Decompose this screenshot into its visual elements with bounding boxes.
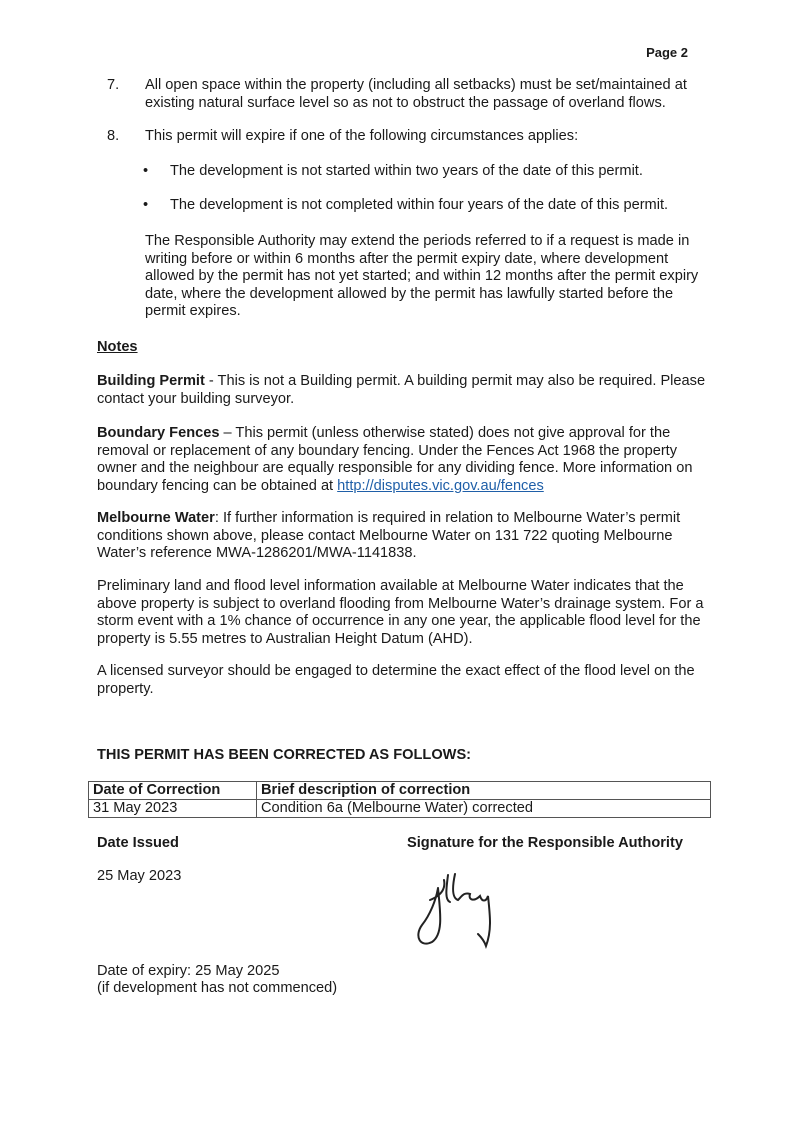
expiry-date: Date of expiry: 25 May 2025 bbox=[97, 963, 280, 979]
corrections-heading: THIS PERMIT HAS BEEN CORRECTED AS FOLLOWS: bbox=[97, 747, 472, 763]
notes-heading: Notes bbox=[97, 339, 138, 355]
table-cell: Condition 6a (Melbourne Water) corrected bbox=[257, 800, 711, 818]
signature-label: Signature for the Responsible Authority bbox=[407, 835, 683, 851]
date-issued: 25 May 2023 bbox=[97, 868, 182, 884]
corrections-table bbox=[88, 781, 711, 818]
note-label: Boundary Fences bbox=[97, 425, 220, 441]
date-issued-label: Date Issued bbox=[97, 835, 179, 851]
signature-image bbox=[400, 870, 550, 950]
bullet-icon: • bbox=[143, 197, 149, 213]
condition-8 bbox=[97, 128, 717, 148]
fences-link[interactable]: http://disputes.vic.gov.au/fences bbox=[337, 477, 544, 494]
condition-text: All open space within the property (including all setbacks) must be set/maintained at existing natural surface level so as not to obstruct the passage of overland flows. bbox=[145, 77, 687, 111]
note-label: Building Permit bbox=[97, 373, 205, 389]
page-number: Page 2 bbox=[646, 45, 688, 60]
table-header-row bbox=[89, 782, 711, 800]
table-row bbox=[89, 800, 711, 818]
condition-number: 8. bbox=[107, 128, 120, 144]
extension-paragraph: The Responsible Authority may extend the periods referred to if a request is made in writing before or within 6 months after the permit expiry date, where development allowed by the permit has not yet started; and within 12 months after the permit expiry date, where the development allowed by the permit has lawfully started before the permit expires. bbox=[145, 233, 699, 319]
note-label: Melbourne Water bbox=[97, 510, 215, 526]
note-surveyor: A licensed surveyor should be engaged to determine the exact effect of the flood level on the property. bbox=[97, 663, 695, 697]
note-flood-info: Preliminary land and flood level information available at Melbourne Water indicates that the above property is subject to overland flooding from Melbourne Water’s drainage system. For a storm event with a 1% chance of occurrence in any one year, the applicable flood level for the property is 5.55 metres to Australian Height Datum (AHD). bbox=[97, 578, 704, 647]
table-cell: 31 May 2023 bbox=[89, 800, 257, 818]
note-boundary-fences: Boundary Fences – This permit (unless otherwise stated) does not give approval for the removal or replacement of any boundary fencing. Under the Fences Act 1968 the property owner and the neighbour are equally responsible for any dividing fence. More information on boundary fencing can be obtained at http://disputes.vic.gov.au/fences bbox=[97, 425, 693, 494]
note-melbourne-water: Melbourne Water: If further information is required in relation to Melbourne Water’s permit conditions shown above, please contact Melbourne Water on 131 722 quoting Melbourne Water’s reference MWA-1286201/MWA-1141838. bbox=[97, 510, 681, 561]
condition-7 bbox=[97, 77, 717, 117]
column-header: Date of Correction bbox=[89, 782, 257, 800]
column-header: Brief description of correction bbox=[257, 782, 711, 800]
expiry-note: (if development has not commenced) bbox=[97, 980, 338, 996]
condition-number: 7. bbox=[107, 77, 120, 93]
condition-text: This permit will expire if one of the following circumstances applies: bbox=[145, 128, 579, 144]
note-building-permit: Building Permit - This is not a Building permit. A building permit may also be required. Please contact your building surveyor. bbox=[97, 373, 706, 407]
bullet-icon: • bbox=[143, 163, 149, 179]
